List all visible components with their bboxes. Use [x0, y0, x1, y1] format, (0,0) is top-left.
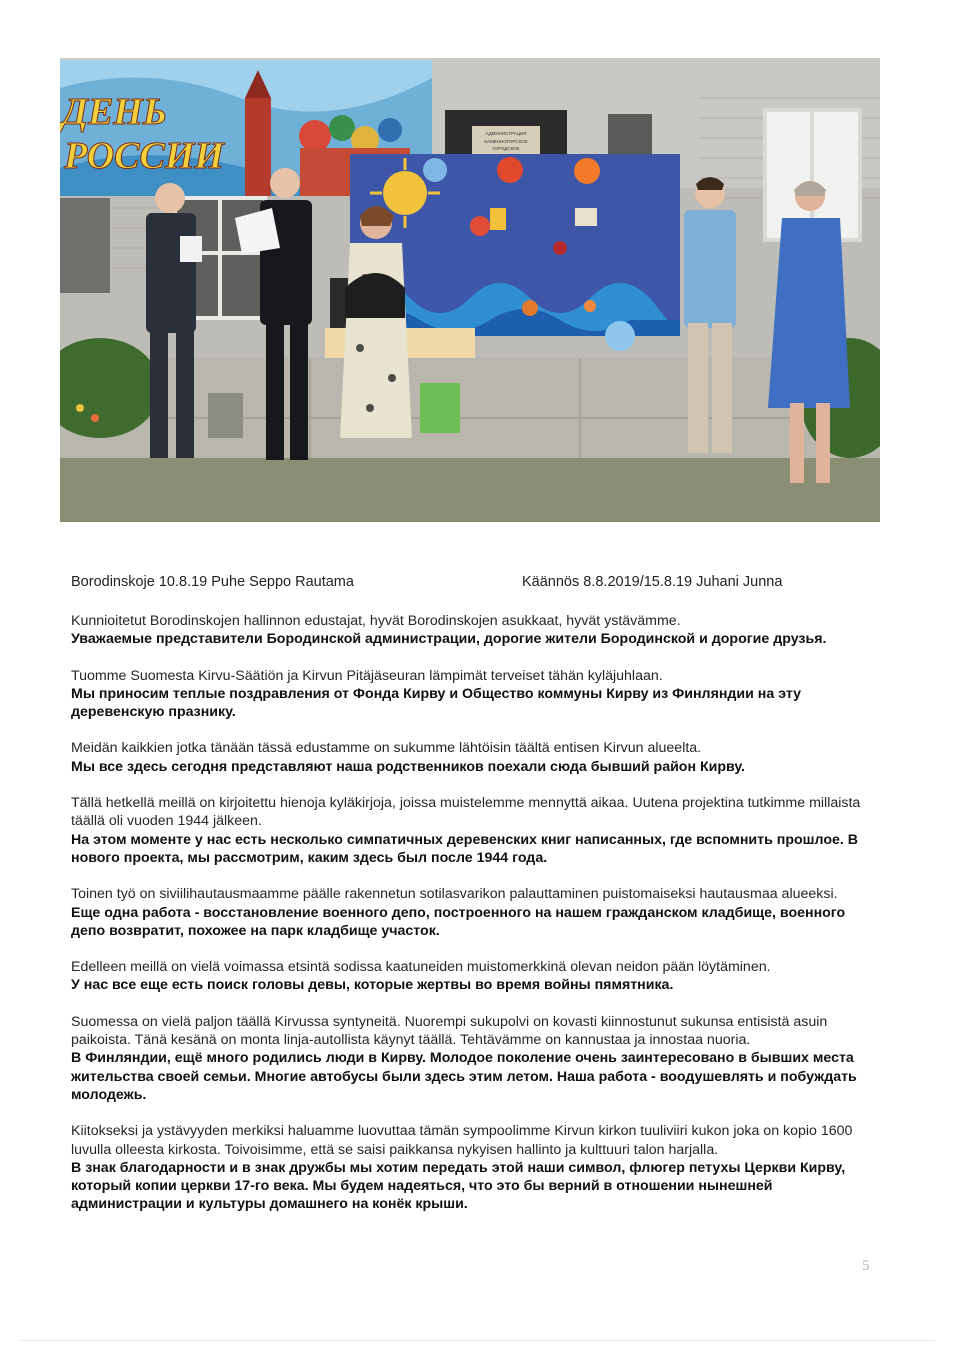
- speech-header-left: Borodinskoje 10.8.19 Puhe Seppo Rautama: [71, 574, 354, 590]
- finnish-text: Meidän kaikkien jotka tänään tässä edustamme on sukumme lähtöisin täältä entisen Kirvun alueelta.: [71, 740, 702, 757]
- paragraph-3: [71, 739, 871, 776]
- translation-header-right: Käännös 8.8.2019/15.8.19 Juhani Junna: [522, 574, 783, 590]
- russian-text: Еще одна работа - восстановление военного депо, построенного на нашем гражданском кладбище, военного депо возвратит, похожее на парк кладбище участок.: [71, 904, 846, 939]
- finnish-text: Suomessa on vielä paljon täällä Kirvussa syntyneitä. Nuorempi sukupolvi on kovasti kiinnostunut sukunsa entisistä asuin paikoista. Tänä kesänä on monta linja-autollista käynyt täällä. Tehtävämme on kannustaa ja innostaa nuoria.: [71, 1013, 828, 1049]
- page-edge-line: [20, 1340, 935, 1341]
- finnish-text: Edelleen meillä on vielä voimassa etsintä sodissa kaatuneiden muistomerkkinä olevan neidon pään löytäminen.: [71, 959, 771, 976]
- russian-text: Мы все здесь сегодня представляют наша родственников поехали сюда бывший район Кирву.: [71, 758, 745, 775]
- plaque-line3: ГОРОДСКОЕ: [492, 146, 520, 151]
- paragraph-5: [71, 885, 871, 940]
- finnish-text: Kiitokseksi ja ystävyyden merkiksi haluamme luovuttaa tämän sympoolimme Kirvun kirkon tuuliviiri kukon joka on kopio 1600 luvulla olleesta kirkosta. Toivoisimme, että se saisi paikkansa nykyisen hallinto ja kulttuuri talon harjalla.: [71, 1123, 853, 1158]
- balloon-blue: [423, 158, 447, 182]
- finnish-text: Toinen työ on siviilihautausmaamme päälle rakennetun sotilasvarikon palauttaminen puistomaiseksi hautausmaa alueeksi.: [71, 886, 838, 903]
- banner-title-line1: ДЕНЬ: [62, 91, 167, 133]
- russian-text: Мы приносим теплые поздравления от Фонда Кирву и Общество коммуны Кирву из Финляндии на эту деревенскую празнику.: [71, 685, 802, 721]
- paragraph-6: [71, 958, 871, 995]
- speech-body: [71, 612, 871, 1232]
- russian-text: В знак благодарности и в знак дружбы мы хотим передать этой наши символ, флюгер петухы Церкви Кирву, который копии церкви 17-го века. Мы будем надеяться, что это бы верний в отношении нынешней администрации и культуры домашнего на конёк крыши.: [71, 1159, 846, 1213]
- finnish-text: Tuomme Suomesta Kirvu-Säätiön ja Kirvun Pitäjäseuran lämpimät terveiset tähän kyläjuhlaan.: [71, 667, 663, 684]
- plaque-line1: АДМИНИСТРАЦИЯ: [485, 131, 527, 136]
- russian-text: В Финляндии, ещё много родились люди в Кирву. Молодое поколение очень заинтересовано в бывших места жительства своей семьи. Многие автобусы были здесь этим летом. Наша работа - воодушевлять и побуждать молодежь.: [71, 1050, 857, 1103]
- balloon-red: [497, 157, 523, 183]
- paragraph-2: [71, 667, 871, 722]
- paragraph-7: [71, 1013, 871, 1104]
- russian-text: Уважаемые представители Бородинской администрации, дорогие жители Бородинской и дорогие друзья.: [71, 631, 827, 648]
- banner-title-line2: РОССИИ: [64, 135, 224, 177]
- balloon-orange: [574, 158, 600, 184]
- finnish-text: Tällä hetkellä meillä on kirjoitettu hienoja kyläkirjoja, joissa muistelemme mennyttä aikaa. Uutena projektina tutkimme millaista täällä oli vuoden 1944 jälkeen.: [71, 795, 861, 830]
- plaque-line2: КАМЕННОГОРСКОЕ: [484, 139, 528, 144]
- finnish-text: Kunnioitetut Borodinskojen hallinnon edustajat, hyvät Borodinskojen asukkaat, hyvät ystävämme.: [71, 613, 681, 629]
- paragraph-4: [71, 794, 871, 867]
- russian-text: У нас все еще есть поиск головы девы, которые жертвы во время войны пямятника.: [71, 977, 674, 994]
- page-number: 5: [862, 1258, 870, 1274]
- balloon-lightblue: [605, 321, 635, 351]
- russian-text: На этом моменте у нас есть несколько симпатичных деревенских книг написанных, где вспомнить прошлое. В нового проекта, мы рассмотрим, каким здесь был после 1944 года.: [71, 831, 859, 866]
- paragraph-8: [71, 1122, 871, 1213]
- event-photo: [60, 58, 880, 522]
- paragraph-1: [71, 612, 871, 649]
